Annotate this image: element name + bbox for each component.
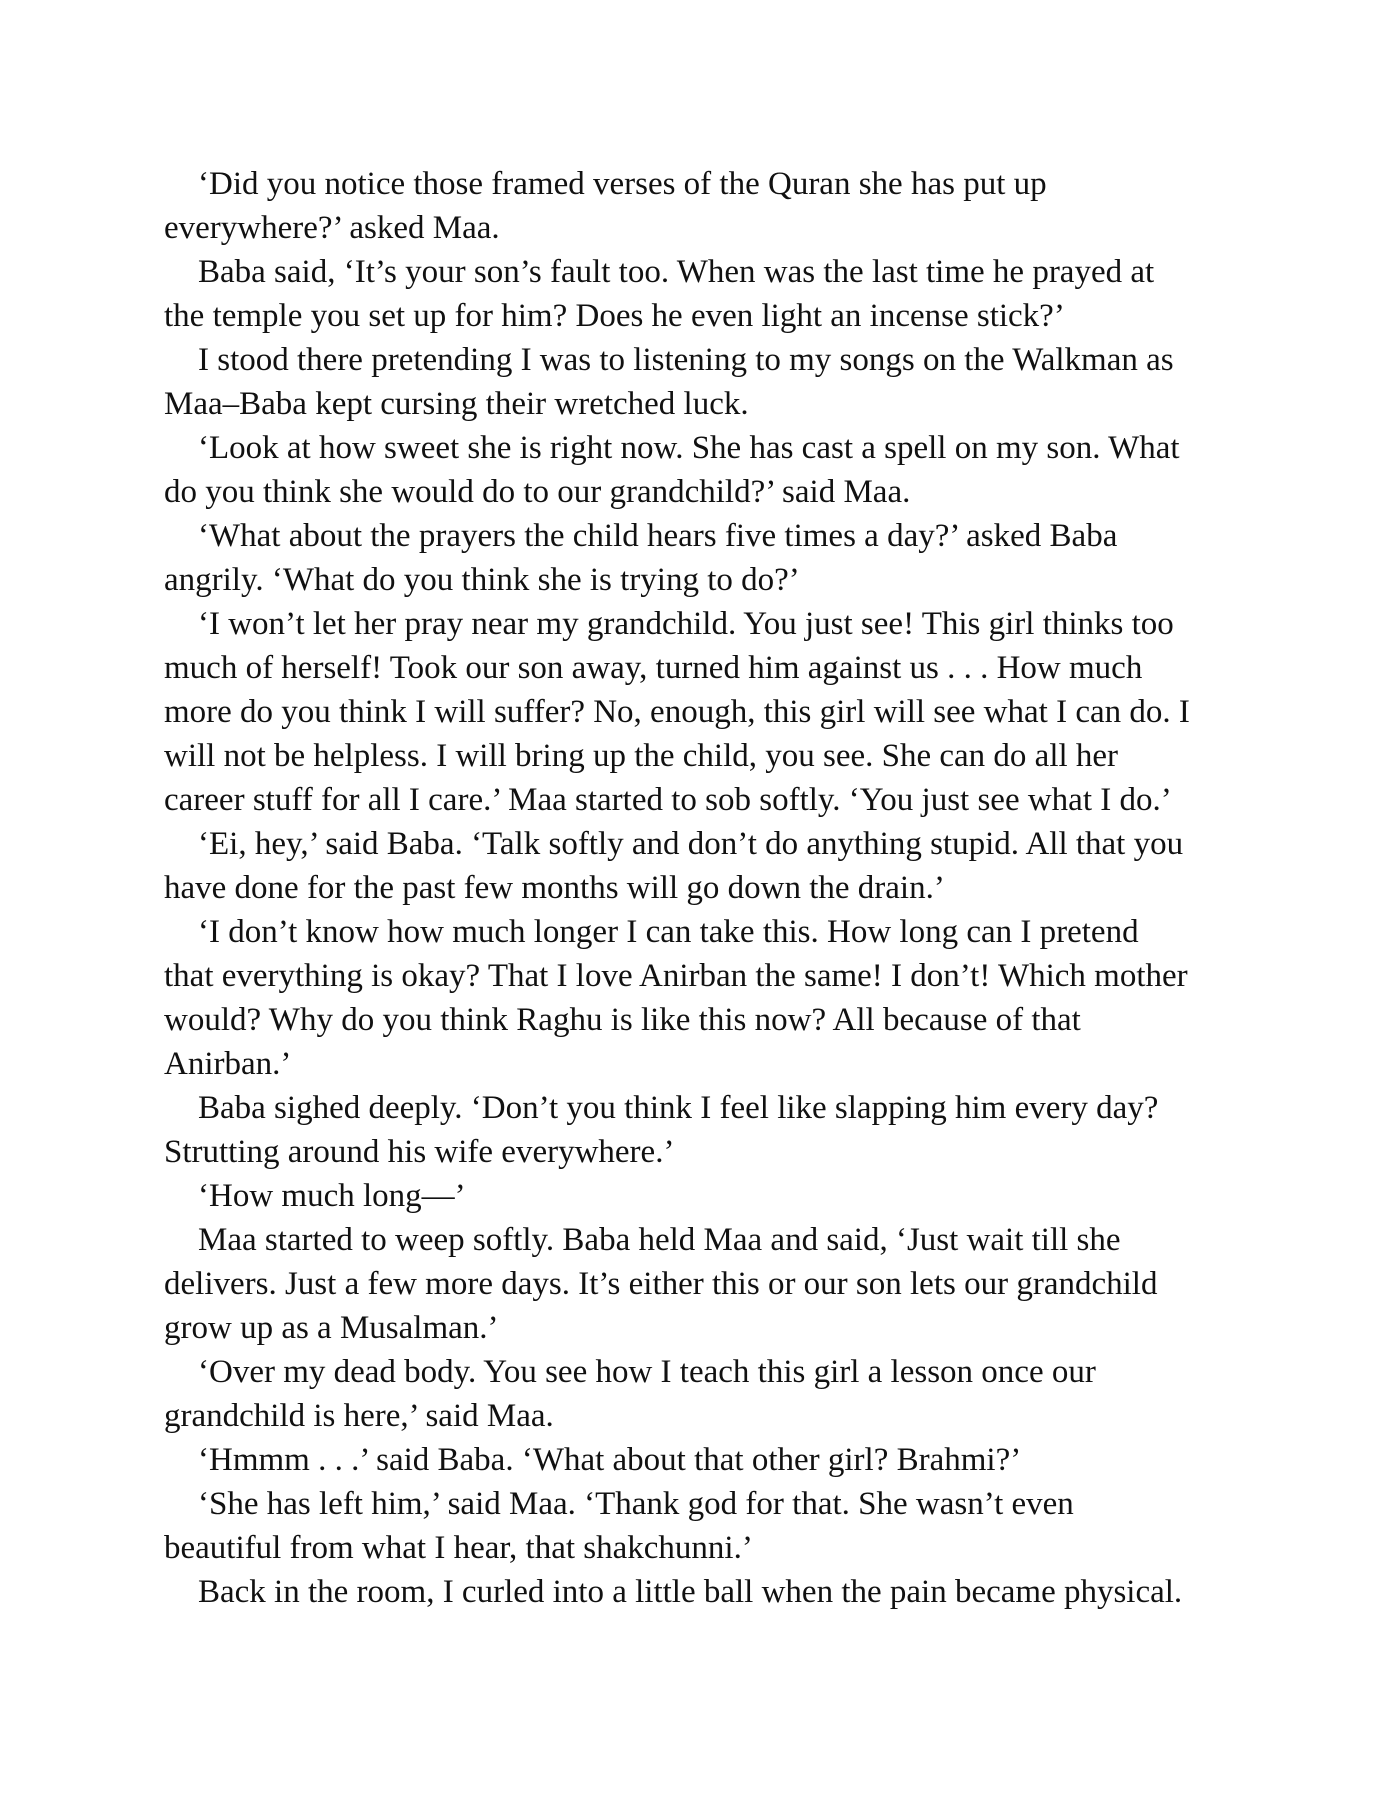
paragraph: ‘Ei, hey,’ said Baba. ‘Talk softly and don’t do anything stupid. All that you have done for the past few months will go down the drain.’ [164,826,1184,906]
paragraph: ‘Look at how sweet she is right now. She has cast a spell on my son. What do you think she would do to our grandchild?’ said Maa. [164,430,1180,510]
paragraph: ‘What about the prayers the child hears five times a day?’ asked Baba angrily. ‘What do you think she is trying to do?’ [164,518,1118,598]
paragraph: Baba said, ‘It’s your son’s fault too. When was the last time he prayed at the temple you set up for him? Does he even light an incense stick?’ [164,254,1155,334]
paragraph: ‘I don’t know how much longer I can take this. How long can I pretend that everything is okay? That I love Anirban the same! I don’t! Which mother would? Why do you think Raghu is like this now? All because of that Anirban.’ [164,914,1188,1082]
paragraph: ‘Hmmm . . .’ said Baba. ‘What about that other girl? Brahmi?’ [198,1442,1022,1478]
paragraph: Baba sighed deeply. ‘Don’t you think I feel like slapping him every day? Strutting around his wife everywhere.’ [164,1090,1159,1170]
paragraph: ‘How much long—’ [198,1178,466,1214]
paragraph: Back in the room, I curled into a little ball when the pain became physical. [198,1574,1183,1610]
paragraph: ‘I won’t let her pray near my grandchild. You just see! This girl thinks too much of herself! Took our son away, turned him against us . . . How much more do you think I will suffer? No, enough, this girl will see what I can do. I will not be helpless. I will bring up the child, you see. She can do all her career stuff for all I care.’ Maa started to sob softly. ‘You just see what I do.’ [164,606,1190,818]
paragraph: ‘Over my dead body. You see how I teach this girl a lesson once our grandchild is here,’ said Maa. [164,1354,1096,1434]
paragraph: ‘She has left him,’ said Maa. ‘Thank god for that. She wasn’t even beautiful from what I hear, that shakchunni.’ [164,1486,1074,1566]
paragraph: I stood there pretending I was to listening to my songs on the Walkman as Maa–Baba kept cursing their wretched luck. [164,342,1174,422]
paragraph: Maa started to weep softly. Baba held Maa and said, ‘Just wait till she delivers. Just a few more days. It’s either this or our son lets our grandchild grow up as a Musalman.’ [164,1222,1158,1346]
paragraph: ‘Did you notice those framed verses of the Quran she has put up everywhere?’ asked Maa. [164,166,1047,246]
book-page-text [164,162,1234,1614]
